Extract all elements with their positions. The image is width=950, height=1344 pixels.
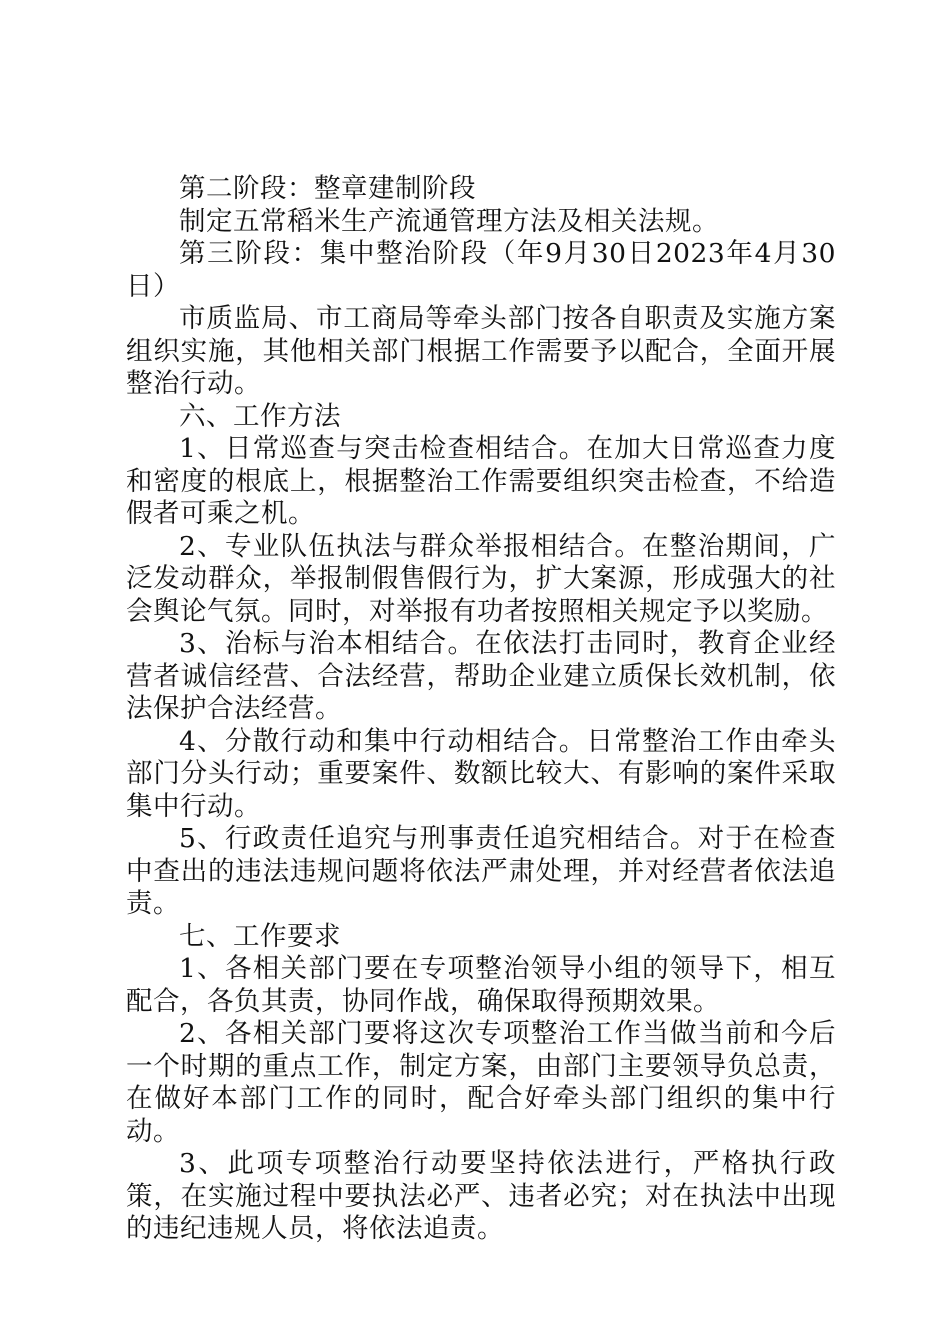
section-six-heading: 六、工作方法 bbox=[179, 400, 341, 432]
method-item-3: 3、治标与治本相结合。在依法打击同时，教育企业经营者诚信经营、合法经营，帮助企业建立质保长效机制，依法保护合法经营。 bbox=[126, 628, 836, 724]
section-seven-heading: 七、工作要求 bbox=[179, 920, 341, 952]
method-item-5: 5、行政责任追究与刑事责任追究相结合。对于在检查中查出的违法违规问题将依法严肃处理，并对经营者依法追责。 bbox=[126, 823, 836, 919]
method-item-1: 1、日常巡查与突击检查相结合。在加大日常巡查力度和密度的根底上，根据整治工作需要组织突击检查，不给造假者可乘之机。 bbox=[126, 433, 836, 529]
stage-two-text: 制定五常稻米生产流通管理方法及相关法规。 bbox=[179, 205, 719, 237]
method-item-4: 4、分散行动和集中行动相结合。日常整治工作由牵头部门分头行动；重要案件、数额比较大、有影响的案件采取集中行动。 bbox=[126, 725, 836, 822]
method-item-2: 2、专业队伍执法与群众举报相结合。在整治期间，广泛发动群众，举报制假售假行为，扩大案源，形成强大的社会舆论气氛。同时，对举报有功者按照相关规定予以奖励。 bbox=[126, 530, 836, 627]
document-body bbox=[126, 173, 836, 1246]
stage-three-heading: 第三阶段：集中整治阶段（年9月30日2023年4月30日） bbox=[126, 238, 836, 302]
stage-three-text: 市质监局、市工商局等牵头部门按各自职责及实施方案组织实施，其他相关部门根据工作需要予以配合，全面开展整治行动。 bbox=[126, 303, 836, 399]
requirement-item-1: 1、各相关部门要在专项整治领导小组的领导下，相互配合，各负其责，协同作战，确保取得预期效果。 bbox=[126, 953, 836, 1017]
requirement-item-2: 2、各相关部门要将这次专项整治工作当做当前和今后一个时期的重点工作，制定方案，由部门主要领导负总责，在做好本部门工作的同时，配合好牵头部门组织的集中行动。 bbox=[126, 1018, 836, 1147]
requirement-item-3: 3、此项专项整治行动要坚持依法进行，严格执行政策，在实施过程中要执法必严、违者必究；对在执法中出现的违纪违规人员，将依法追责。 bbox=[126, 1148, 836, 1244]
stage-two-heading: 第二阶段：整章建制阶段 bbox=[179, 173, 476, 204]
